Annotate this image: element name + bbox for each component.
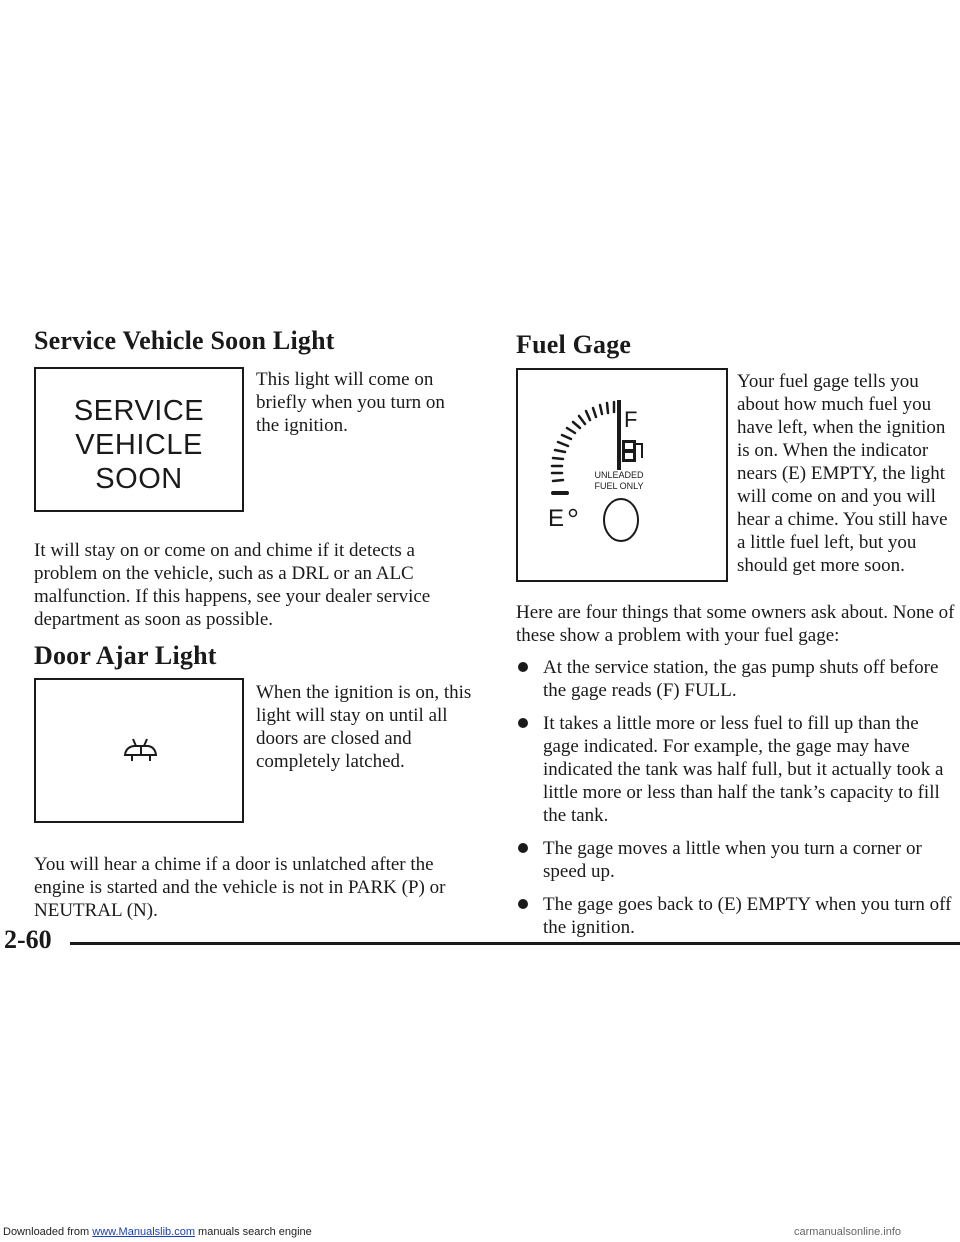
bullet-dot — [518, 718, 528, 728]
fuel-gauge-illustration — [516, 368, 728, 582]
gauge-needle — [617, 400, 621, 470]
fuel-gage-intro: Your fuel gage tells you about how much fuel you have left, when the ignition is on. When the indicator nears (E) EMPTY, the light will come on and you will hear a chime. You still have a little fuel left, but you should get more soon. — [737, 371, 948, 576]
light-line-1: SERVICE — [73, 395, 205, 427]
list-item: The gage goes back to (E) EMPTY when you turn off the ignition. — [516, 893, 958, 939]
service-vehicle-intro: This light will come on briefly when you turn on the ignition. — [256, 369, 445, 436]
fuel-gage-bullet-list — [516, 656, 958, 949]
footer-rule — [70, 942, 960, 945]
service-vehicle-soon-light-icon — [34, 367, 244, 512]
bullet-dot — [518, 843, 528, 853]
fuel-pump-icon — [622, 440, 642, 462]
download-banner: Downloaded from www.Manualslib.com manuals search engine — [3, 1226, 312, 1238]
unleaded-line-1: UNLEADED — [594, 470, 644, 480]
unleaded-line-2: FUEL ONLY — [594, 481, 644, 491]
gauge-dot — [570, 510, 577, 517]
bullet-dot — [518, 899, 528, 909]
door-ajar-icon — [122, 737, 160, 765]
manualslib-link[interactable]: www.Manualslib.com — [92, 1226, 195, 1238]
gauge-full-label: F — [624, 407, 638, 432]
door-ajar-body: You will hear a chime if a door is unlatched after the engine is started and the vehicle is not in PARK (P) or NEUTRAL (N). — [34, 854, 446, 921]
list-item: At the service station, the gas pump shuts off before the gage reads (F) FULL. — [516, 656, 958, 702]
light-line-2: VEHICLE — [75, 429, 203, 461]
door-ajar-intro: When the ignition is on, this light will stay on until all doors are closed and completely latched. — [256, 682, 472, 772]
service-vehicle-body: It will stay on or come on and chime if it detects a problem on the vehicle, such as a DRL or an ALC malfunction. If this happens, see your dealer service department as soon as possible. — [34, 540, 431, 630]
service-vehicle-heading: Service Vehicle Soon Light — [34, 326, 335, 355]
bullet-dot — [518, 662, 528, 672]
list-item: The gage moves a little when you turn a corner or speed up. — [516, 837, 958, 883]
door-ajar-heading: Door Ajar Light — [34, 641, 217, 670]
door-ajar-light-box — [34, 678, 244, 823]
watermark: carmanualsonline.info — [794, 1226, 902, 1238]
light-line-3: SOON — [95, 463, 183, 495]
gauge-empty-label: E — [548, 505, 565, 532]
gauge-hub — [604, 499, 638, 541]
fuel-gage-lead: Here are four things that some owners ask about. None of these show a problem with your fuel gage: — [516, 602, 955, 646]
fuel-gage-heading: Fuel Gage — [516, 330, 632, 359]
list-item: It takes a little more or less fuel to fill up than the gage indicated. For example, the gage may have indicated the tank was half full, but it actually took a little more or less than half the tank’s capacity to fill the tank. — [516, 712, 958, 827]
page-number: 2-60 — [4, 925, 52, 954]
